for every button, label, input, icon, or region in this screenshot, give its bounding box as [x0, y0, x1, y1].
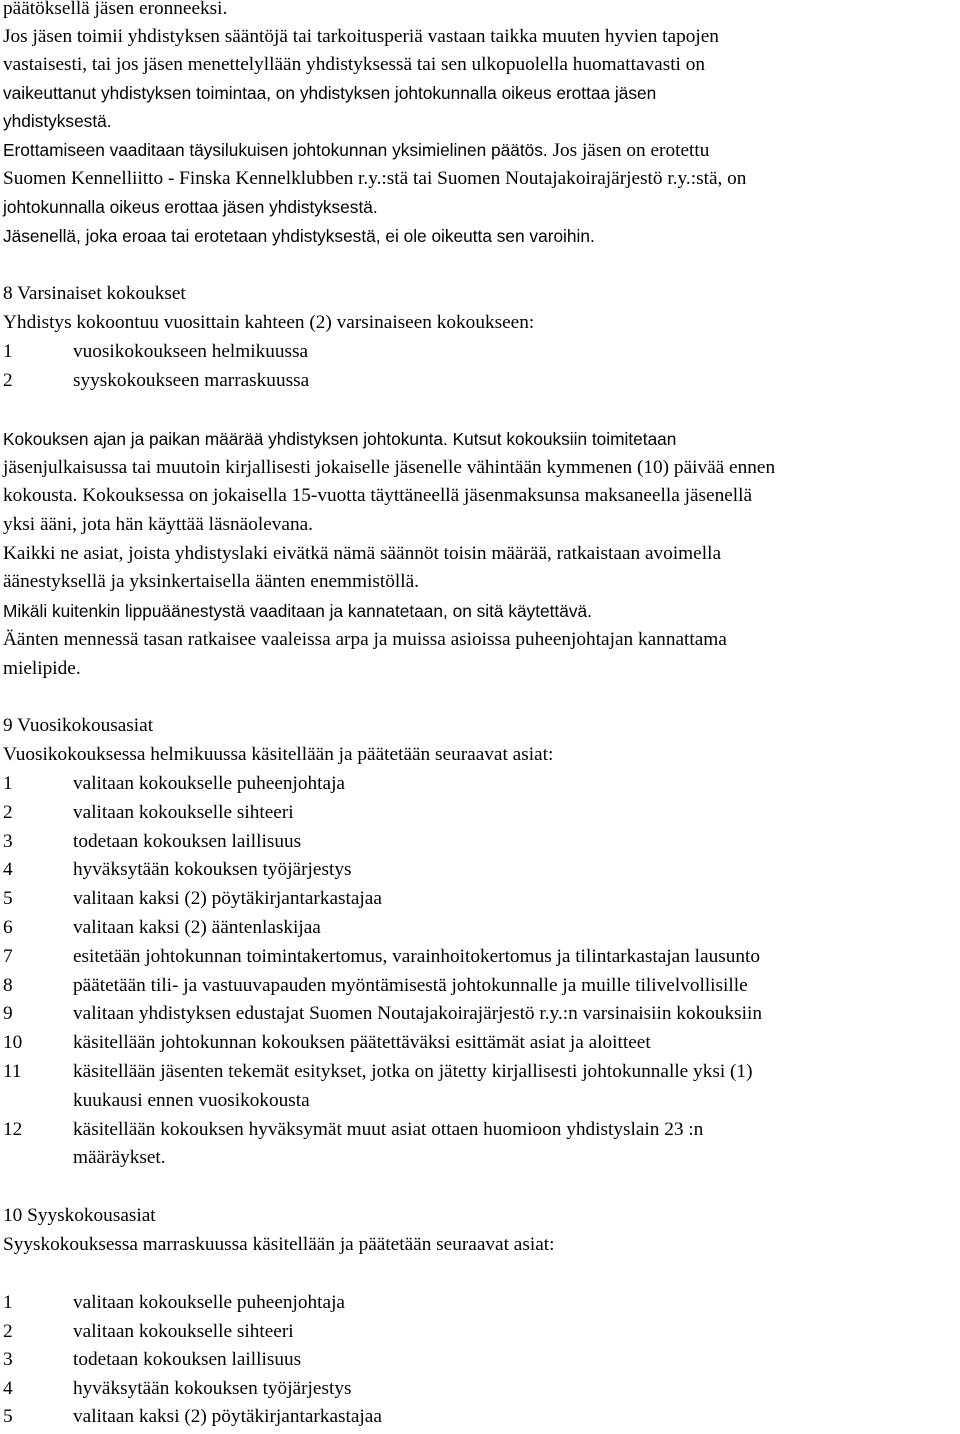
list-item-number: 4	[3, 1377, 13, 1399]
list-item	[3, 945, 760, 969]
list-item-text: valitaan yhdistyksen edustajat Suomen Noutajakoirajärjestö r.y.:n varsinaisiin kokouksiin	[73, 1003, 763, 1025]
list-item-number: 2	[3, 801, 13, 823]
list-item-number: 1	[3, 773, 13, 794]
list-item-number: 12	[3, 1118, 23, 1140]
list-item-number: 1	[3, 1292, 13, 1313]
list-item-text: määräykset.	[73, 1147, 166, 1169]
list-item-text: valitaan kaksi (2) pöytäkirjantarkastajaa	[73, 888, 382, 910]
list-item	[3, 801, 294, 825]
text-line: vaikeuttanut yhdistyksen toimintaa, on yhdistyksen johtokunnalla oikeus erottaa jäsen	[3, 83, 657, 103]
list-item-text: käsitellään kokouksen hyväksymät muut asiat ottaen huomioon yhdistyslain 23 :n	[73, 1118, 704, 1140]
list-item-number: 3	[3, 1349, 13, 1371]
list-item	[3, 1060, 753, 1084]
list-item	[3, 1405, 382, 1429]
text-line: Jos jäsen toimii yhdistyksen sääntöjä tai tarkoitusperiä vastaan taikka muuten hyvien tapojen	[3, 26, 719, 47]
list-item-number: 4	[3, 859, 13, 881]
list-item	[3, 830, 301, 854]
section-heading: 8 Varsinaiset kokoukset	[3, 283, 186, 304]
list-item-number: 5	[3, 888, 13, 910]
list-item-text: todetaan kokouksen laillisuus	[73, 1349, 302, 1371]
list-item-number: 2	[3, 1320, 13, 1342]
list-item-number: 8	[3, 974, 13, 996]
list-item-text: valitaan kaksi (2) pöytäkirjantarkastajaa	[73, 1406, 382, 1428]
list-item-number: 3	[3, 830, 13, 852]
list-item-number: 7	[3, 945, 13, 967]
list-item-text: valitaan kokoukselle sihteeri	[73, 801, 294, 823]
text-line: yksi ääni, jota hän käyttää läsnäolevana.	[3, 514, 313, 535]
text-line: Jäsenellä, joka eroaa tai erotetaan yhdistyksestä, ei ole oikeutta sen varoihin.	[3, 226, 595, 246]
text-line	[3, 138, 709, 163]
text-line: äänestyksellä ja yksinkertaisella äänten enemmistöllä.	[3, 571, 420, 592]
list-item	[3, 1002, 762, 1026]
text-line: Äänten mennessä tasan ratkaisee vaaleissa arpa ja muissa asioissa puheenjohtajan kannattama	[3, 629, 727, 650]
list-item	[3, 858, 351, 882]
list-item-text: valitaan kaksi (2) ääntenlaskijaa	[73, 917, 321, 938]
section-intro: Yhdistys kokoontuu vuosittain kahteen (2) varsinaiseen kokoukseen:	[3, 312, 535, 333]
text-line: vastaisesti, tai jos jäsen menettelyllään yhdistyksessä tai sen ulkopuolella huomattavasti on	[3, 54, 706, 75]
list-item	[3, 369, 309, 393]
text-segment: Erottamiseen vaaditaan täysilukuisen johtokunnan yksimielinen päätös.	[3, 140, 553, 160]
list-item-text: valitaan kokoukselle sihteeri	[73, 1320, 294, 1342]
list-item	[3, 1118, 703, 1142]
list-item	[3, 1089, 310, 1113]
list-item-text: hyväksytään kokouksen työjärjestys	[73, 1377, 352, 1399]
list-item	[3, 887, 382, 911]
list-item	[3, 1146, 166, 1170]
list-item	[3, 772, 345, 796]
list-item-text: käsitellään johtokunnan kokouksen päätettäväksi esittämät asiat ja aloitteet	[73, 1032, 651, 1054]
list-item-number: 10	[3, 1032, 23, 1054]
list-item-text: valitaan kokoukselle puheenjohtaja	[73, 773, 345, 794]
text-line: Suomen Kennelliitto - Finska Kennelklubben r.y.:stä tai Suomen Noutajakoirajärjestö r.y.:stä, on	[3, 168, 747, 189]
text-line: mielipide.	[3, 658, 81, 679]
text-segment: Jos jäsen on erotettu	[552, 140, 710, 161]
list-item	[3, 1348, 301, 1372]
list-item-text: päätetään tili- ja vastuuvapauden myöntämisestä johtokunnalle ja muille tilivelvollisille	[73, 974, 748, 996]
text-line: jäsenjulkaisussa tai muutoin kirjallisesti jokaiselle jäsenelle vähintään kymmenen (10) päivää ennen	[3, 457, 776, 478]
list-item	[3, 1031, 651, 1055]
list-item	[3, 1291, 345, 1315]
text-line: yhdistyksestä.	[3, 111, 112, 131]
text-line: Kokouksen ajan ja paikan määrää yhdistyksen johtokunta. Kutsut kokouksiin toimitetaan	[3, 429, 677, 449]
list-item-number: 11	[3, 1061, 22, 1082]
list-item-text: kuukausi ennen vuosikokousta	[73, 1089, 310, 1111]
list-item	[3, 974, 748, 998]
list-item	[3, 1320, 294, 1344]
list-item-text: käsitellään jäsenten tekemät esitykset, jotka on jätetty kirjallisesti johtokunnalle yksi (1)	[73, 1061, 753, 1082]
list-item-text: vuosikokoukseen helmikuussa	[73, 341, 309, 362]
text-line: päätöksellä jäsen eronneeksi.	[3, 0, 228, 19]
list-item-text: valitaan kokoukselle puheenjohtaja	[73, 1292, 345, 1313]
section-intro: Vuosikokouksessa helmikuussa käsitellään ja päätetään seuraavat asiat:	[3, 744, 554, 765]
text-line: johtokunnalla oikeus erottaa jäsen yhdistyksestä.	[3, 197, 378, 217]
text-line: kokousta. Kokouksessa on jokaisella 15-vuotta täyttäneellä jäsenmaksunsa maksaneella jäsenellä	[3, 485, 753, 506]
text-line: Kaikki ne asiat, joista yhdistyslaki eivätkä nämä säännöt toisin määrää, ratkaistaan avoimella	[3, 543, 722, 564]
section-intro: Syyskokouksessa marraskuussa käsitellään ja päätetään seuraavat asiat:	[3, 1234, 555, 1255]
list-item	[3, 340, 308, 364]
section-heading: 9 Vuosikokousasiat	[3, 715, 154, 736]
list-item-text: todetaan kokouksen laillisuus	[73, 830, 302, 852]
list-item-text: syyskokoukseen marraskuussa	[73, 370, 310, 391]
list-item	[3, 1377, 351, 1401]
text-line: Mikäli kuitenkin lippuäänestystä vaaditaan ja kannatetaan, on sitä käytettävä.	[3, 601, 592, 621]
section-heading: 10 Syyskokousasiat	[3, 1205, 156, 1226]
list-item-number: 5	[3, 1406, 13, 1428]
list-item-number: 6	[3, 917, 13, 938]
list-item-text: esitetään johtokunnan toimintakertomus, varainhoitokertomus ja tilintarkastajan lausunto	[73, 945, 761, 967]
list-item-number: 9	[3, 1003, 13, 1025]
list-item-number: 2	[3, 370, 13, 391]
list-item	[3, 916, 321, 940]
list-item-number: 1	[3, 341, 13, 362]
list-item-text: hyväksytään kokouksen työjärjestys	[73, 859, 352, 881]
